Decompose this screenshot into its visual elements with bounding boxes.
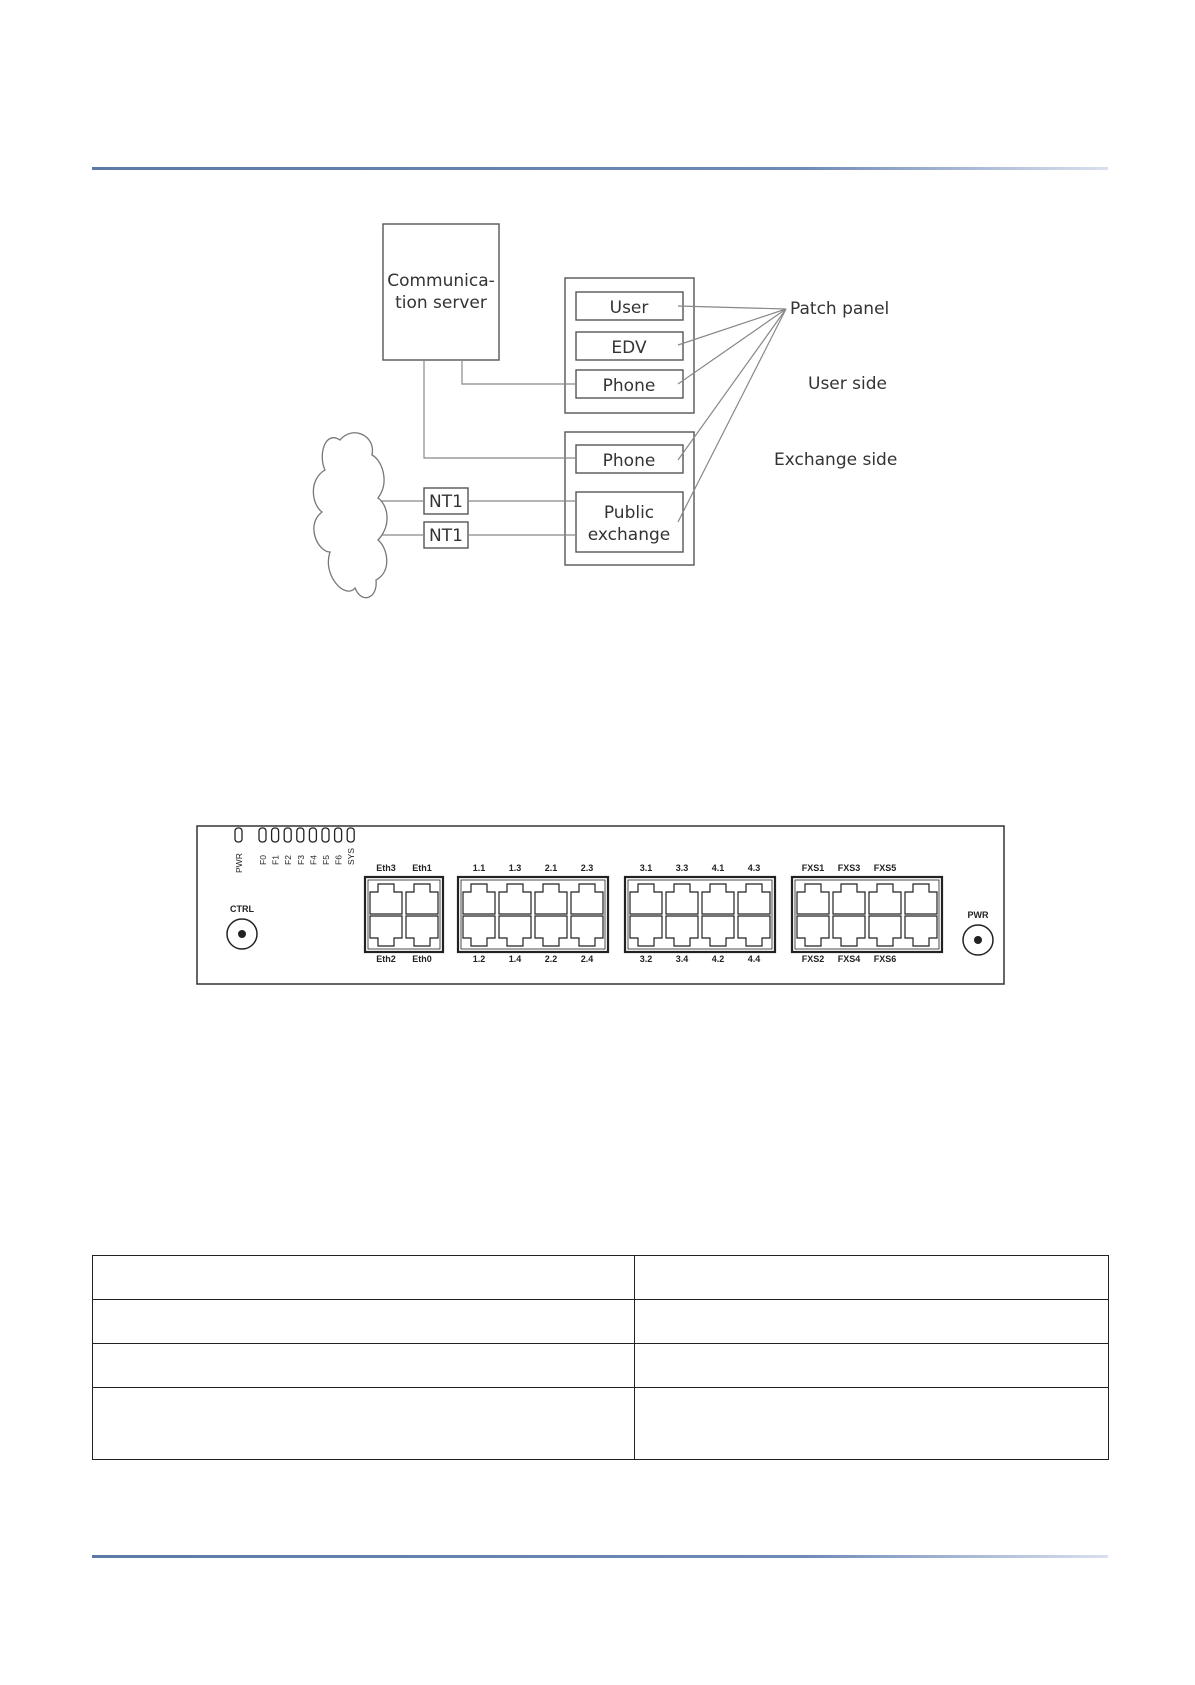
edv-port-label: EDV: [611, 338, 647, 358]
table-cell: [635, 1388, 1109, 1460]
port-label-bottom: 4.4: [747, 954, 761, 964]
public-network-cloud: [313, 433, 387, 598]
led-label: F1: [270, 855, 281, 865]
port-label-bottom: FXS4: [837, 954, 861, 964]
user-side-label: User side: [808, 374, 887, 394]
table-cell: [93, 1344, 635, 1388]
led-f3: [297, 828, 304, 842]
phone-port-label: Phone: [602, 376, 656, 396]
led-f5: [322, 828, 329, 842]
exchange-phone-label: Phone: [602, 451, 656, 471]
public-exchange-line2: exchange: [587, 525, 671, 545]
led-label: F2: [283, 855, 294, 865]
port-label-bottom: 3.2: [639, 954, 653, 964]
device-front-panel: [0, 800, 1195, 1000]
server-to-phone-line: [462, 360, 576, 384]
exchange-side-label: Exchange side: [774, 450, 898, 470]
port-group-2: [458, 863, 608, 964]
led-f1: [272, 828, 279, 842]
table-cell: [93, 1388, 635, 1460]
public-exchange-line1: Public: [603, 503, 655, 523]
user-port-label: User: [609, 298, 649, 318]
table-row: [93, 1300, 1109, 1344]
port-label-top: 2.3: [580, 863, 594, 873]
patch-panel-diagram: [0, 0, 1195, 640]
table-cell: [93, 1256, 635, 1300]
table-row: [93, 1388, 1109, 1460]
led-label: F3: [295, 855, 306, 865]
port-label-top: FXS5: [873, 863, 897, 873]
pwr-socket-pin: [974, 936, 982, 944]
led-label: F6: [333, 855, 344, 865]
port-group-3: [625, 863, 775, 964]
table-cell: [93, 1300, 635, 1344]
port-label-top: FXS3: [837, 863, 861, 873]
port-label-top: 4.1: [711, 863, 725, 873]
led-label: F0: [258, 855, 268, 865]
led-label: SYS: [346, 847, 357, 865]
table-cell: [635, 1344, 1109, 1388]
port-label-top: 1.1: [472, 863, 486, 873]
port-label-bottom: 1.2: [472, 954, 486, 964]
footer-rule: [92, 1555, 1108, 1558]
table-cell: [635, 1300, 1109, 1344]
ctrl-socket-pin: [238, 930, 246, 938]
port-label-bottom: Eth2: [376, 954, 396, 964]
server-label-line1: Communica-: [387, 271, 495, 291]
led-f4: [309, 828, 316, 842]
port-label-top: Eth3: [376, 863, 396, 873]
table-row: [93, 1344, 1109, 1388]
port-label-bottom: 3.4: [675, 954, 689, 964]
led-f6: [335, 828, 342, 842]
port-label-top: 1.3: [508, 863, 522, 873]
port-group-1: [365, 863, 443, 964]
nt1-label-1: NT1: [429, 492, 463, 512]
server-to-exchange-phone-line: [424, 360, 576, 458]
port-label-bottom: 2.2: [544, 954, 558, 964]
pwr-socket-label: PWR: [967, 910, 989, 920]
server-label-line2: tion server: [395, 293, 487, 313]
port-label-top: 3.3: [675, 863, 689, 873]
led-label: F5: [321, 855, 331, 865]
table-cell: [635, 1256, 1109, 1300]
port-label-bottom: 1.4: [508, 954, 522, 964]
info-table: [92, 1255, 1109, 1460]
port-label-top: 3.1: [639, 863, 653, 873]
led-f2: [284, 828, 291, 842]
led-label: F4: [308, 855, 319, 865]
patch-panel-label: Patch panel: [790, 299, 890, 319]
led-sys: [347, 828, 354, 842]
pwr-led: [235, 828, 242, 842]
pwr-led-label: PWR: [234, 853, 244, 873]
port-label-bottom: FXS6: [873, 954, 897, 964]
port-label-top: FXS1: [801, 863, 825, 873]
port-label-top: Eth1: [412, 863, 432, 873]
port-label-bottom: FXS2: [801, 954, 825, 964]
nt1-label-2: NT1: [429, 526, 463, 546]
port-label-bottom: 2.4: [580, 954, 594, 964]
port-label-bottom: 4.2: [711, 954, 725, 964]
port-label-top: 2.1: [544, 863, 558, 873]
led-f0: [259, 828, 266, 842]
table-row: [93, 1256, 1109, 1300]
ctrl-label: CTRL: [230, 904, 254, 914]
port-label-bottom: Eth0: [412, 954, 432, 964]
port-group-4: [792, 863, 942, 964]
communication-server-box: [383, 224, 499, 360]
port-label-top: 4.3: [747, 863, 761, 873]
